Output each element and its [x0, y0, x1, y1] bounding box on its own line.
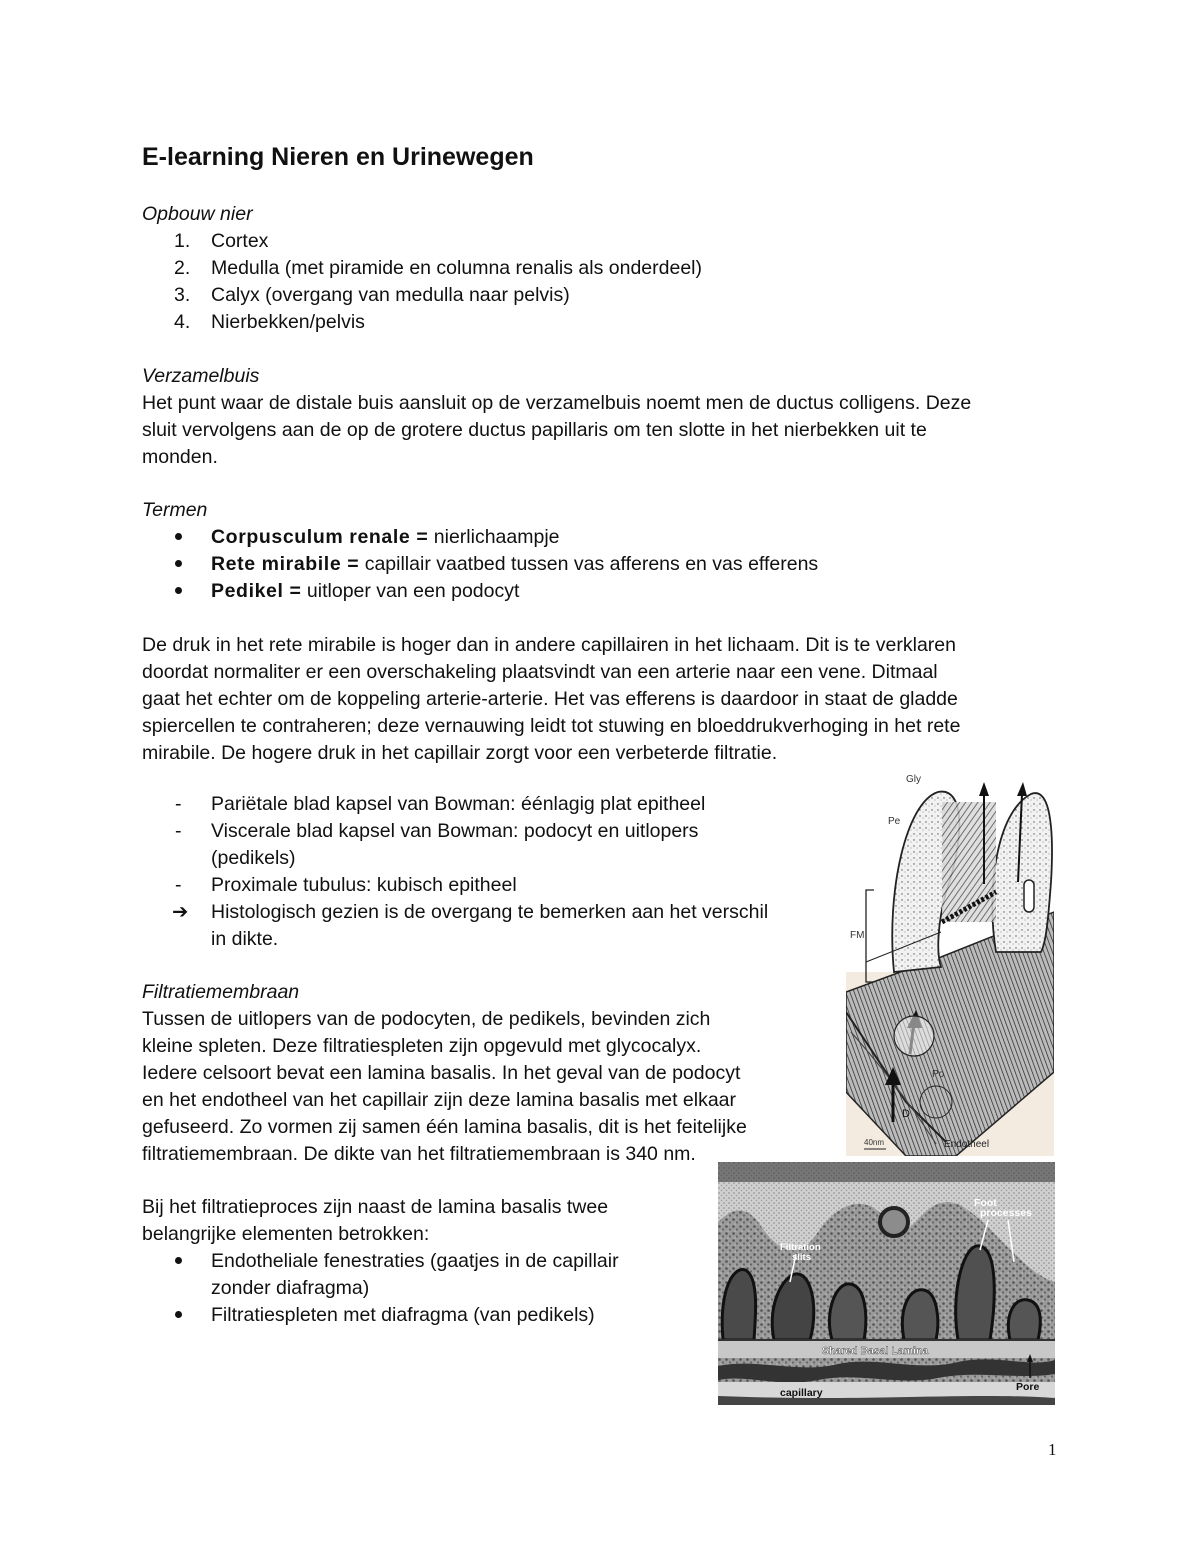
item-number: 3.	[174, 284, 191, 306]
filtration-label: Filtration	[780, 1242, 821, 1253]
paragraph-line: doordat normaliter er een overschakeling plaatsvindt van een arterie naar een vene. Ditmaal	[142, 661, 938, 683]
verzamelbuis-heading: Verzamelbuis	[142, 365, 260, 387]
item-text: Histologisch gezien is de overgang te bemerken aan het verschil	[211, 901, 769, 923]
processes-label: processes	[980, 1207, 1032, 1219]
endotheel-label: Endotheel	[944, 1139, 990, 1150]
pe-label: Pe	[888, 816, 901, 827]
pore-label: Pore	[1016, 1381, 1040, 1393]
item-text: Viscerale blad kapsel van Bowman: podocyt en uitlopers	[211, 820, 699, 842]
arrow-icon: ➔	[172, 901, 189, 923]
term-definition: capillair vaatbed tussen vas afferens en vas efferens	[359, 553, 819, 575]
term-name: Corpusculum renale =	[211, 526, 429, 548]
paragraph-line: De druk in het rete mirabile is hoger dan in andere capillairen in het lichaam. Dit is te verklaren	[142, 634, 956, 656]
item-text: in dikte.	[211, 928, 279, 950]
paragraph-line: mirabile. De hogere druk in het capillair zorgt voor een verbeterde filtratie.	[142, 742, 778, 764]
item-text: Medulla (met piramide en columna renalis als onderdeel)	[211, 257, 702, 279]
electron-micrograph	[718, 1162, 1055, 1405]
scale-label: 40nm	[864, 1138, 885, 1147]
paragraph-line: sluit vervolgens aan de op de grotere ductus papillaris om ten slotte in het nierbekken uit te	[142, 419, 927, 441]
item-text: Nierbekken/pelvis	[211, 311, 365, 333]
podocyte-foot-right	[992, 793, 1052, 952]
term-definition: nierlichaampje	[428, 526, 560, 548]
paragraph-line: Het punt waar de distale buis aansluit op de verzamelbuis noemt men de ductus colligens. Deze	[142, 392, 972, 414]
filtratie-heading: Filtratiemembraan	[142, 981, 300, 1003]
dash-marker: -	[175, 820, 182, 842]
bullet-icon	[175, 578, 195, 605]
shared-basal-lamina-label: Shared Basal Lamina	[822, 1345, 929, 1357]
item-number: 4.	[174, 311, 191, 333]
paragraph-line: Bij het filtratieproces zijn naast de lamina basalis twee	[142, 1196, 609, 1218]
bullet-icon	[175, 1248, 195, 1275]
paragraph-line: belangrijke elementen betrokken:	[142, 1223, 430, 1245]
item-text: Cortex	[211, 230, 269, 252]
item-number: 1.	[174, 230, 191, 252]
bullet-icon	[175, 551, 195, 578]
paragraph-line: gefuseerd. Zo vormen zij samen één lamina basalis, dit is het feitelijke	[142, 1116, 747, 1138]
item-number: 2.	[174, 257, 191, 279]
capillary-label: capillary	[780, 1387, 823, 1399]
paragraph-line: spiercellen te contraheren; deze vernauwing leidt tot stuwing en bloeddrukverhoging in het rete	[142, 715, 961, 737]
bullet-icon	[175, 1302, 195, 1329]
item-text: Pariëtale blad kapsel van Bowman: éénlagig plat epitheel	[211, 793, 706, 815]
opbouw-heading: Opbouw nier	[142, 203, 253, 225]
term-definition: uitloper van een podocyt	[301, 580, 520, 602]
dash-marker: -	[175, 874, 182, 896]
paragraph-line: kleine spleten. Deze filtratiespleten zijn opgevuld met glycocalyx.	[142, 1035, 702, 1057]
termen-heading: Termen	[142, 499, 208, 521]
gly-label: Gly	[906, 774, 921, 785]
item-text: Endotheliale fenestraties (gaatjes in de capillair	[211, 1250, 619, 1272]
po-label: Po	[932, 1069, 945, 1080]
bullet-icon	[175, 524, 195, 551]
diagram-svg	[846, 772, 1054, 1156]
paragraph-line: Tussen de uitlopers van de podocyten, de pedikels, bevinden zich	[142, 1008, 711, 1030]
dash-marker: -	[175, 793, 182, 815]
page-title: E-learning Nieren en Urinewegen	[142, 143, 534, 171]
item-text: Filtratiespleten met diafragma (van pedikels)	[211, 1304, 595, 1326]
item-text: (pedikels)	[211, 847, 296, 869]
term-name: Pedikel =	[211, 580, 302, 602]
paragraph-line: filtratiemembraan. De dikte van het filtratiemembraan is 340 nm.	[142, 1143, 696, 1165]
filtration-membrane-diagram	[846, 772, 1054, 1156]
d-label: D	[902, 1108, 910, 1120]
foot-label: Foot	[974, 1197, 997, 1209]
fm-label: FM	[850, 930, 865, 941]
term-name: Rete mirabile =	[211, 553, 360, 575]
micrograph-svg	[718, 1162, 1055, 1405]
paragraph-line: Iedere celsoort bevat een lamina basalis. In het geval van de podocyt	[142, 1062, 741, 1084]
paragraph-line: gaat het echter om de koppeling arterie-arterie. Het vas efferens is daardoor in staat de gladde	[142, 688, 958, 710]
item-text: zonder diafragma)	[211, 1277, 370, 1299]
page-number: 1	[1048, 1440, 1057, 1459]
item-text: Calyx (overgang van medulla naar pelvis)	[211, 284, 570, 306]
paragraph-line: monden.	[142, 446, 218, 468]
paragraph-line: en het endotheel van het capillair zijn deze lamina basalis met elkaar	[142, 1089, 737, 1111]
slits-label: slits	[792, 1252, 812, 1263]
item-text: Proximale tubulus: kubisch epitheel	[211, 874, 517, 896]
